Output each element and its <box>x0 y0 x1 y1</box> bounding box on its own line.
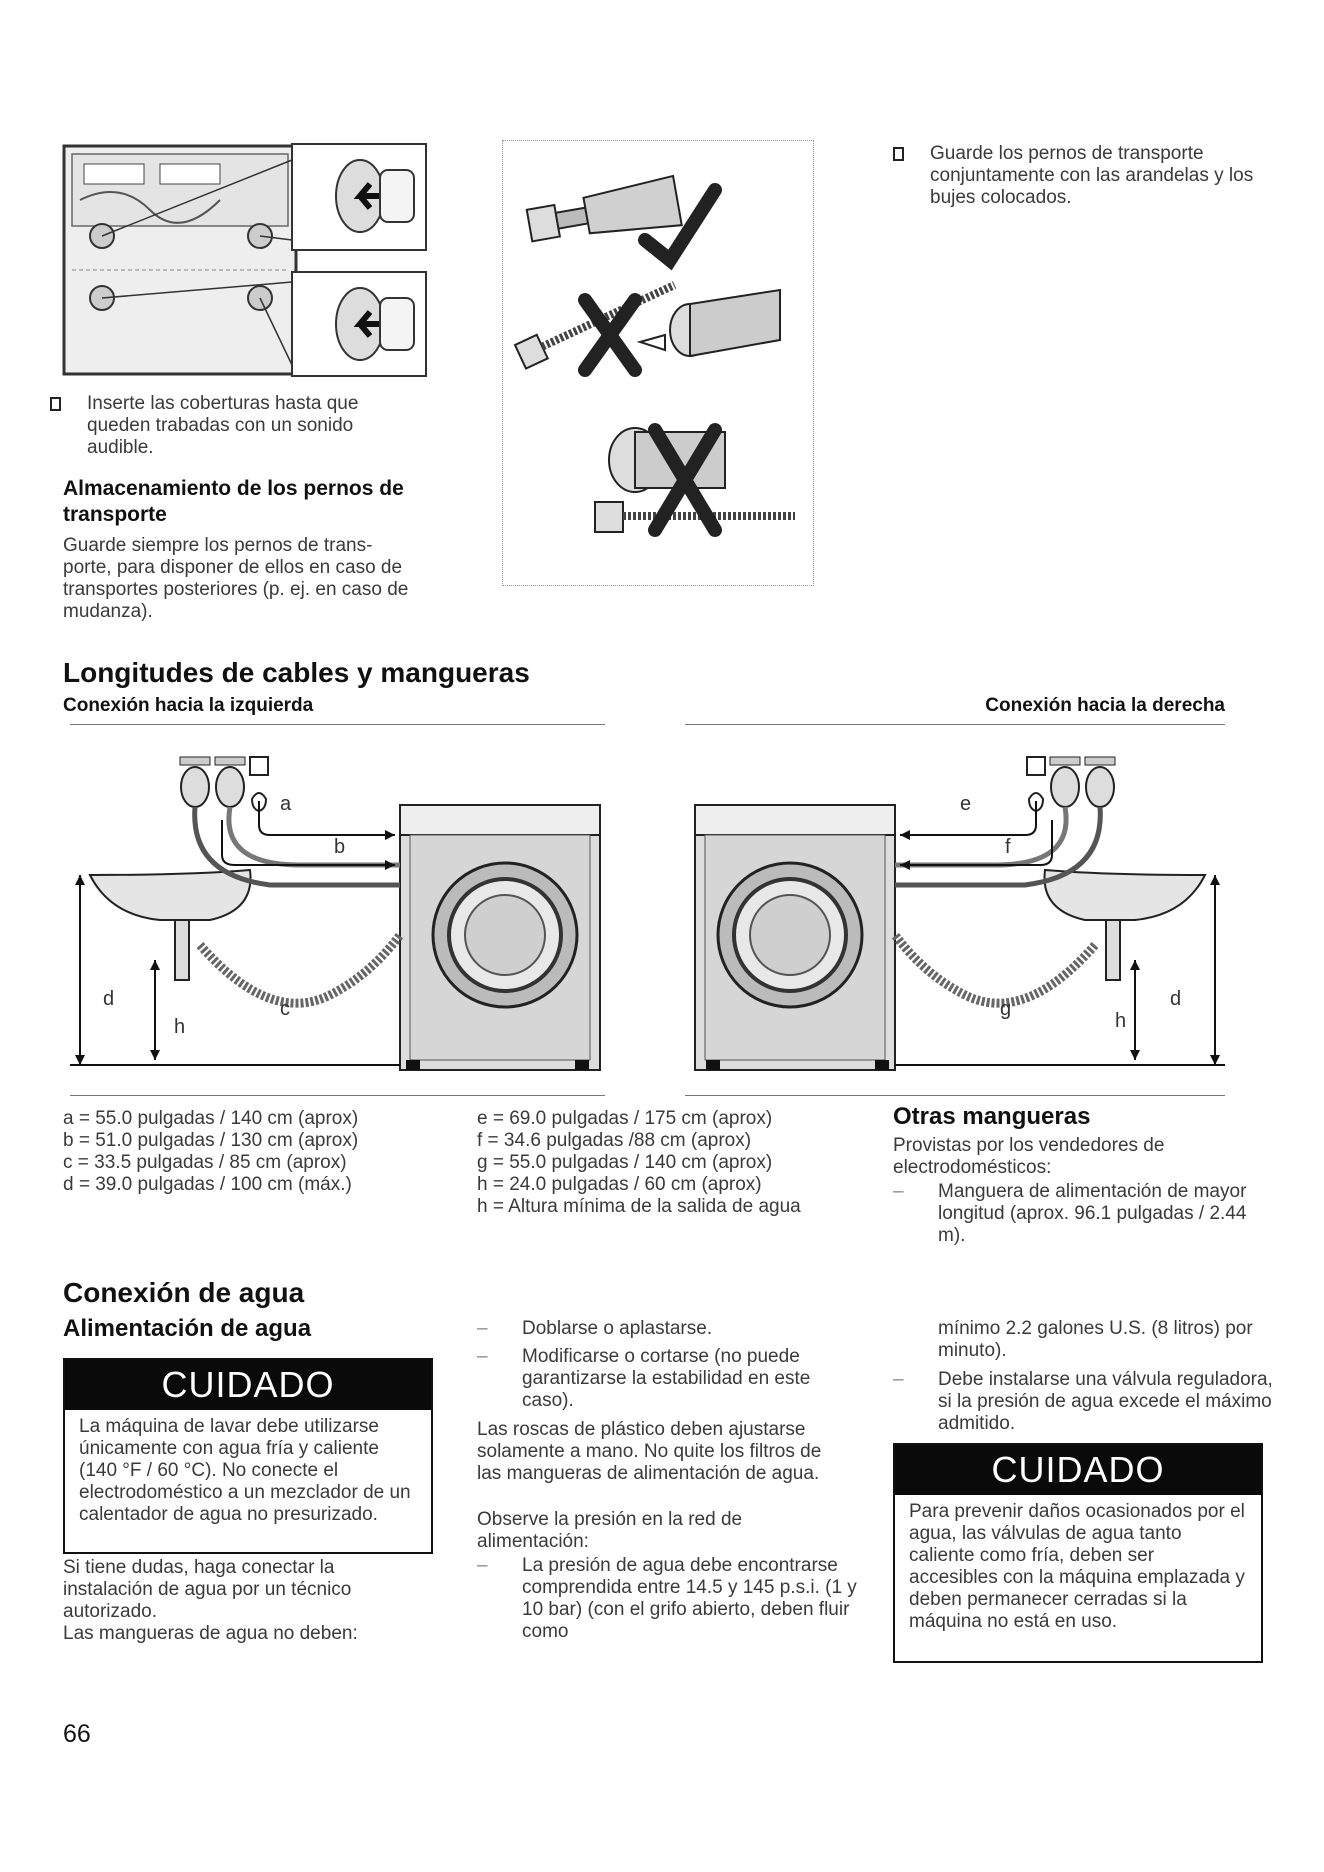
list-item: d = 39.0 pulgadas / 100 cm (máx.) <box>63 1174 352 1195</box>
bolts-illustration <box>505 150 811 580</box>
left-diagram-bottom-rule <box>70 1095 605 1096</box>
lengths-list-left <box>63 1108 463 1196</box>
dash-bullet-icon: – <box>477 1346 488 1367</box>
caution-text: Para prevenir daños ocasionados por el agua, las válvulas de agua tanto caliente como fría, deben ser accesibles con la máquina emplazada y deben permanecer cerradas si la máquina no está en uso. <box>909 1501 1245 1632</box>
dim-c-label: c <box>280 998 290 1020</box>
lengths-list-mid <box>477 1108 877 1218</box>
bullet-text: Guarde los pernos de transporte conjuntamente con las arandelas y los bujes colocados. <box>930 143 1254 208</box>
other-hoses-item <box>893 1181 1263 1247</box>
left-connection-label: Conexión hacia la izquierda <box>63 695 314 716</box>
dim-e-label: e <box>960 793 972 815</box>
item-text: La presión de agua debe encontrarse comprendida entre 14.5 y 145 p.s.i. (1 y 10 bar) (con el grifo abierto, deben fluir como <box>522 1555 857 1642</box>
caution-box-1 <box>63 1358 433 1554</box>
water-p3: Las roscas de plástico deben ajustarse solamente a mano. No quite los filtros de las mangueras de alimentación de agua. <box>477 1419 822 1484</box>
storage-text: Guarde siempre los pernos de trans-porte, para disponer de ellos en caso de transportes posteriores (p. ej. en caso de mudanza). <box>63 535 409 622</box>
list-item: g = 55.0 pulgadas / 140 cm (aprox) <box>477 1152 773 1173</box>
list-item: a = 55.0 pulgadas / 140 cm (aprox) <box>63 1108 359 1129</box>
dash-item-2 <box>477 1346 857 1412</box>
dim-h-label: h <box>174 1016 186 1038</box>
item-text: Debe instalarse una válvula reguladora, si la presión de agua excede el máximo admitido. <box>938 1369 1273 1434</box>
list-item: h = Altura mínima de la salida de agua <box>477 1196 801 1217</box>
dim-d-label: d <box>1170 988 1182 1010</box>
right-connection-diagram <box>690 735 1225 1075</box>
water-p4: Observe la presión en la red de alimentación: <box>477 1509 743 1552</box>
left-connection-diagram <box>70 735 605 1075</box>
water-continued: mínimo 2.2 galones U.S. (8 litros) por minuto). <box>938 1318 1253 1361</box>
dash-item-1 <box>477 1318 857 1340</box>
dash-bullet-icon: – <box>893 1369 904 1390</box>
right-diagram-bottom-rule <box>685 1095 1225 1096</box>
water-title: Conexión de agua <box>63 1277 305 1308</box>
dash-item-3 <box>477 1555 857 1643</box>
list-item: h = 24.0 pulgadas / 60 cm (aprox) <box>477 1174 762 1195</box>
list-item: c = 33.5 pulgadas / 85 cm (aprox) <box>63 1152 347 1173</box>
item-text: Modificarse o cortarse (no puede garantizarse la estabilidad en este caso). <box>522 1346 811 1411</box>
storage-heading: Almacenamiento de los pernos de transporte <box>63 477 404 526</box>
checkbox-bullet-icon <box>50 397 61 411</box>
dim-h-label: h <box>1115 1010 1127 1032</box>
lengths-title: Longitudes de cables y mangueras <box>63 657 530 688</box>
machine-back-illustration <box>60 140 430 380</box>
list-item: e = 69.0 pulgadas / 175 cm (aprox) <box>477 1108 773 1129</box>
dash-item-4 <box>893 1369 1273 1435</box>
caution-heading: CUIDADO <box>65 1360 431 1410</box>
water-p1: Si tiene dudas, haga conectar la instalación de agua por un técnico autorizado. <box>63 1557 352 1622</box>
dim-g-label: g <box>1000 998 1012 1020</box>
other-hoses-text: Provistas por los vendedores de electrodomésticos: <box>893 1135 1165 1178</box>
bullet-keep-bolts <box>893 143 1273 209</box>
dash-bullet-icon: – <box>477 1555 488 1576</box>
bullet-insert-covers <box>50 393 420 459</box>
right-diagram-top-rule <box>685 724 1225 725</box>
caution-heading: CUIDADO <box>895 1445 1261 1495</box>
dim-d-label: d <box>103 988 115 1010</box>
water-p2: Las mangueras de agua no deben: <box>63 1623 358 1644</box>
list-item: b = 51.0 pulgadas / 130 cm (aprox) <box>63 1130 359 1151</box>
bullet-text: Inserte las coberturas hasta que queden trabadas con un sonido audible. <box>87 393 359 458</box>
page-number: 66 <box>63 1720 91 1748</box>
dash-bullet-icon: – <box>893 1181 904 1202</box>
item-text: Doblarse o aplastarse. <box>522 1318 713 1339</box>
dash-bullet-icon: – <box>477 1318 488 1339</box>
checkbox-bullet-icon <box>893 147 904 161</box>
left-diagram-top-rule <box>70 724 605 725</box>
other-hoses-title: Otras mangueras <box>893 1103 1091 1130</box>
caution-box-2 <box>893 1443 1263 1663</box>
item-text: Manguera de alimentación de mayor longitud (aprox. 96.1 pulgadas / 2.44 m). <box>938 1181 1247 1246</box>
right-connection-label: Conexión hacia la derecha <box>985 695 1225 716</box>
dim-f-label: f <box>1005 836 1011 858</box>
dim-a-label: a <box>280 793 292 815</box>
caution-text: La máquina de lavar debe utilizarse únicamente con agua fría y caliente (140 °F / 60 °C). No conecte el electrodoméstico a un mezclador de un calentador de agua no presurizado. <box>79 1416 411 1525</box>
dim-b-label: b <box>334 836 346 858</box>
list-item: f = 34.6 pulgadas /88 cm (aprox) <box>477 1130 752 1151</box>
water-subtitle: Alimentación de agua <box>63 1315 312 1342</box>
